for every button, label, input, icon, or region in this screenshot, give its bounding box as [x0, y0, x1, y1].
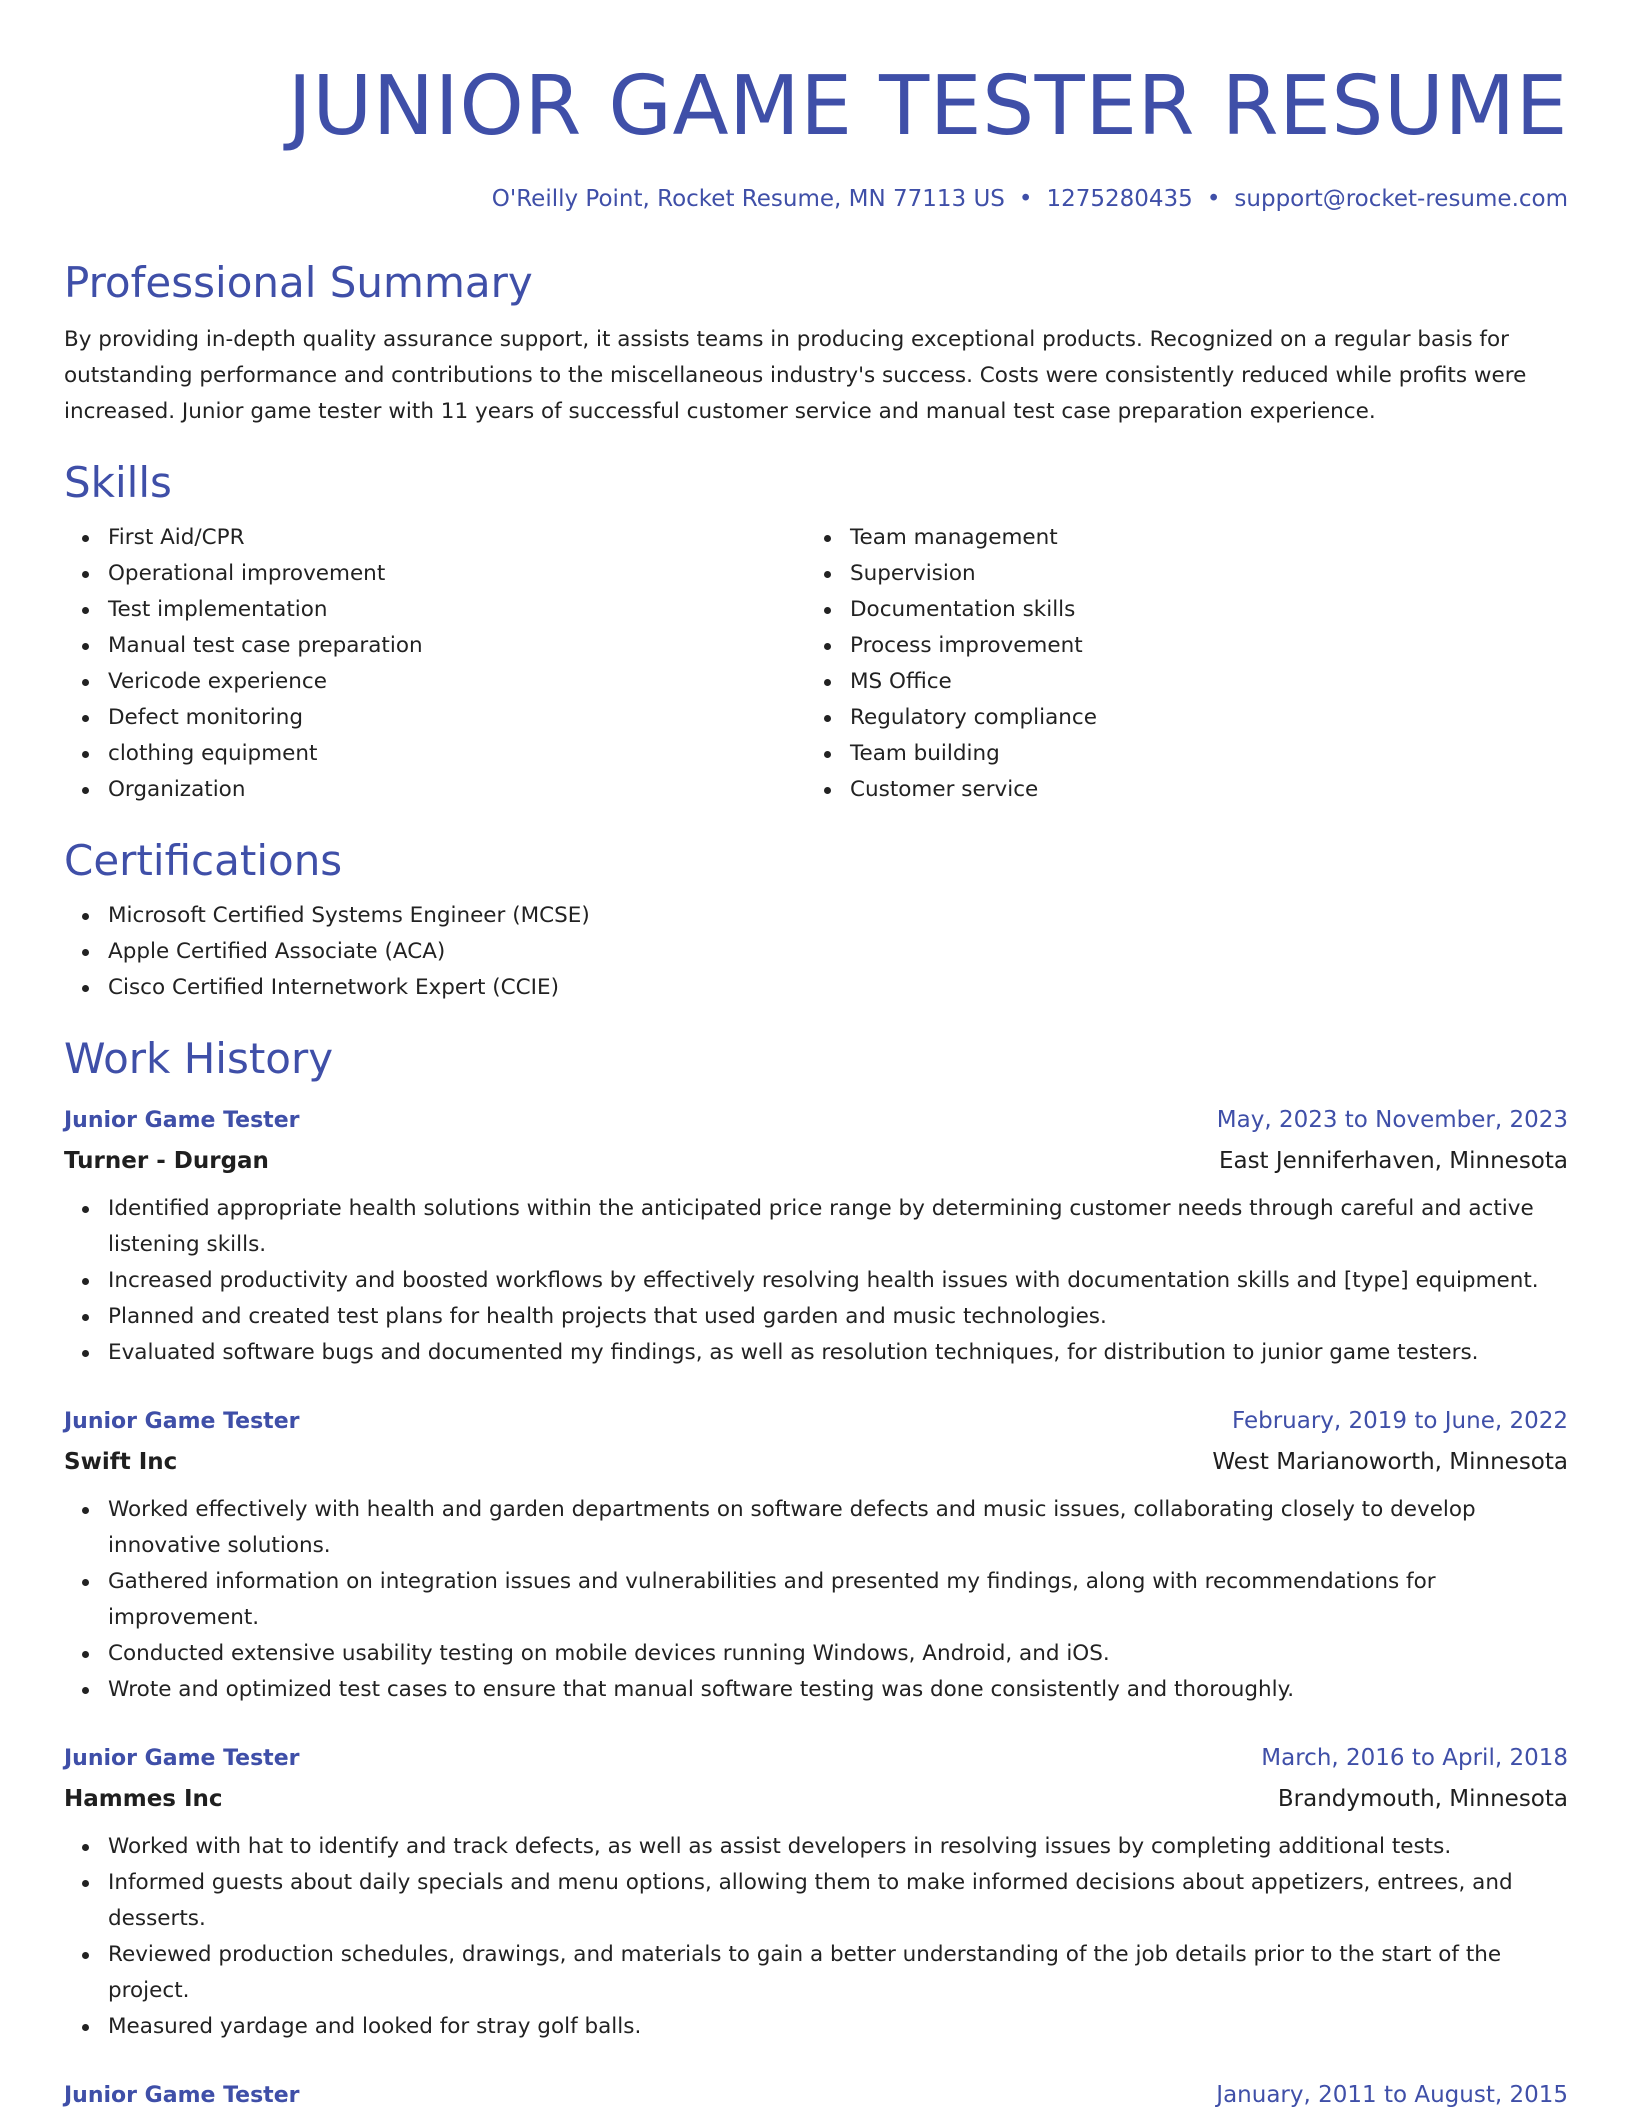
job-company: Hammes Inc [64, 1786, 223, 1812]
job-bullet: Informed guests about daily specials and menu options, allowing them to make informed decisions about appetizers, entrees, and desserts. [108, 1865, 1568, 1937]
job-bullet: Conducted extensive usability testing on mobile devices running Windows, Android, and iOS. [108, 1636, 1568, 1672]
job-dates: March, 2016 to April, 2018 [1261, 1745, 1568, 1771]
skill-item: Supervision [850, 556, 1548, 592]
skill-item: Defect monitoring [108, 700, 806, 736]
job-title: Junior Game Tester [64, 1746, 300, 1771]
job-bullet: Planned and created test plans for health projects that used garden and music technologies. [108, 1299, 1568, 1335]
job-bullet: Evaluated software bugs and documented my findings, as well as resolution techniques, for distribution to junior game testers. [108, 1335, 1568, 1371]
skill-item: Manual test case preparation [108, 628, 806, 664]
job-entry [64, 1100, 1568, 1371]
skill-item: Regulatory compliance [850, 700, 1548, 736]
job-bullet: Increased productivity and boosted workflows by effectively resolving health issues with documentation skills and [type] equipment. [108, 1263, 1568, 1299]
job-company: Swift Inc [64, 1449, 178, 1475]
job-location: West Marianoworth, Minnesota [1212, 1449, 1568, 1475]
job-bullet: Reviewed production schedules, drawings, and materials to gain a better understanding of the job details prior to the start of the project. [108, 1937, 1568, 2009]
skill-item: Customer service [850, 772, 1548, 808]
skills-column-right [806, 520, 1548, 808]
job-bullet: Worked effectively with health and garden departments on software defects and music issues, collaborating closely to develop innovative solutions. [108, 1492, 1568, 1564]
contact-separator: • [1206, 186, 1221, 212]
skills-grid [64, 520, 1568, 808]
job-title: Junior Game Tester [64, 1409, 300, 1434]
certification-item: Cisco Certified Internetwork Expert (CCIE) [108, 970, 1568, 1006]
job-entry [64, 2075, 1568, 2116]
skills-column-left [64, 520, 806, 808]
contact-line [64, 182, 1568, 216]
job-bullet: Identified appropriate health solutions within the anticipated price range by determining customer needs through careful and active listening skills. [108, 1191, 1568, 1263]
skill-item: clothing equipment [108, 736, 806, 772]
job-bullet: Gathered information on integration issues and vulnerabilities and presented my findings, along with recommendations for improvement. [108, 1564, 1568, 1636]
skill-item: Operational improvement [108, 556, 806, 592]
contact-separator: • [1018, 186, 1033, 212]
job-title: Junior Game Tester [64, 1108, 300, 1133]
job-bullet: Measured yardage and looked for stray golf balls. [108, 2009, 1568, 2045]
job-bullet: Worked with hat to identify and track defects, as well as assist developers in resolving issues by completing additional tests. [108, 1829, 1568, 1865]
contact-email: support@rocket-resume.com [1234, 186, 1568, 212]
job-title: Junior Game Tester [64, 2083, 300, 2108]
work-history-heading: Work History [64, 1034, 334, 1083]
job-location: East Jenniferhaven, Minnesota [1218, 1148, 1568, 1174]
job-dates: January, 2011 to August, 2015 [1216, 2082, 1568, 2108]
skill-item: Process improvement [850, 628, 1548, 664]
job-entry [64, 1401, 1568, 1708]
skills-heading: Skills [64, 458, 172, 507]
job-dates: May, 2023 to November, 2023 [1216, 1107, 1568, 1133]
skill-item: MS Office [850, 664, 1548, 700]
skill-item: Organization [108, 772, 806, 808]
certifications-list [64, 898, 1568, 1006]
job-entry [64, 1738, 1568, 2045]
skill-item: Documentation skills [850, 592, 1548, 628]
skill-item: Test implementation [108, 592, 806, 628]
skill-item: Team building [850, 736, 1548, 772]
contact-phone: 1275280435 [1046, 186, 1193, 212]
certifications-heading: Certifications [64, 836, 343, 885]
skill-item: Vericode experience [108, 664, 806, 700]
job-location: Brandymouth, Minnesota [1277, 1786, 1568, 1812]
summary-heading: Professional Summary [64, 258, 533, 307]
summary-text: By providing in-depth quality assurance support, it assists teams in producing exceptional products. Recognized on a regular basis for outstanding performance and contributions to the miscellaneous industry's success. Costs were consistently reduced while profits were increased. Junior game tester with 11 years of successful customer service and manual test case preparation experience. [64, 327, 1527, 424]
resume-title: JUNIOR GAME TESTER RESUME [287, 59, 1568, 154]
job-bullet: Wrote and optimized test cases to ensure that manual software testing was done consistently and thoroughly. [108, 1672, 1568, 1708]
skill-item: First Aid/CPR [108, 520, 806, 556]
contact-address: O'Reilly Point, Rocket Resume, MN 77113 US [491, 186, 1005, 212]
job-company: Turner - Durgan [64, 1148, 269, 1174]
certification-item: Apple Certified Associate (ACA) [108, 934, 1568, 970]
certification-item: Microsoft Certified Systems Engineer (MCSE) [108, 898, 1568, 934]
job-dates: February, 2019 to June, 2022 [1231, 1408, 1568, 1434]
skill-item: Team management [850, 520, 1548, 556]
